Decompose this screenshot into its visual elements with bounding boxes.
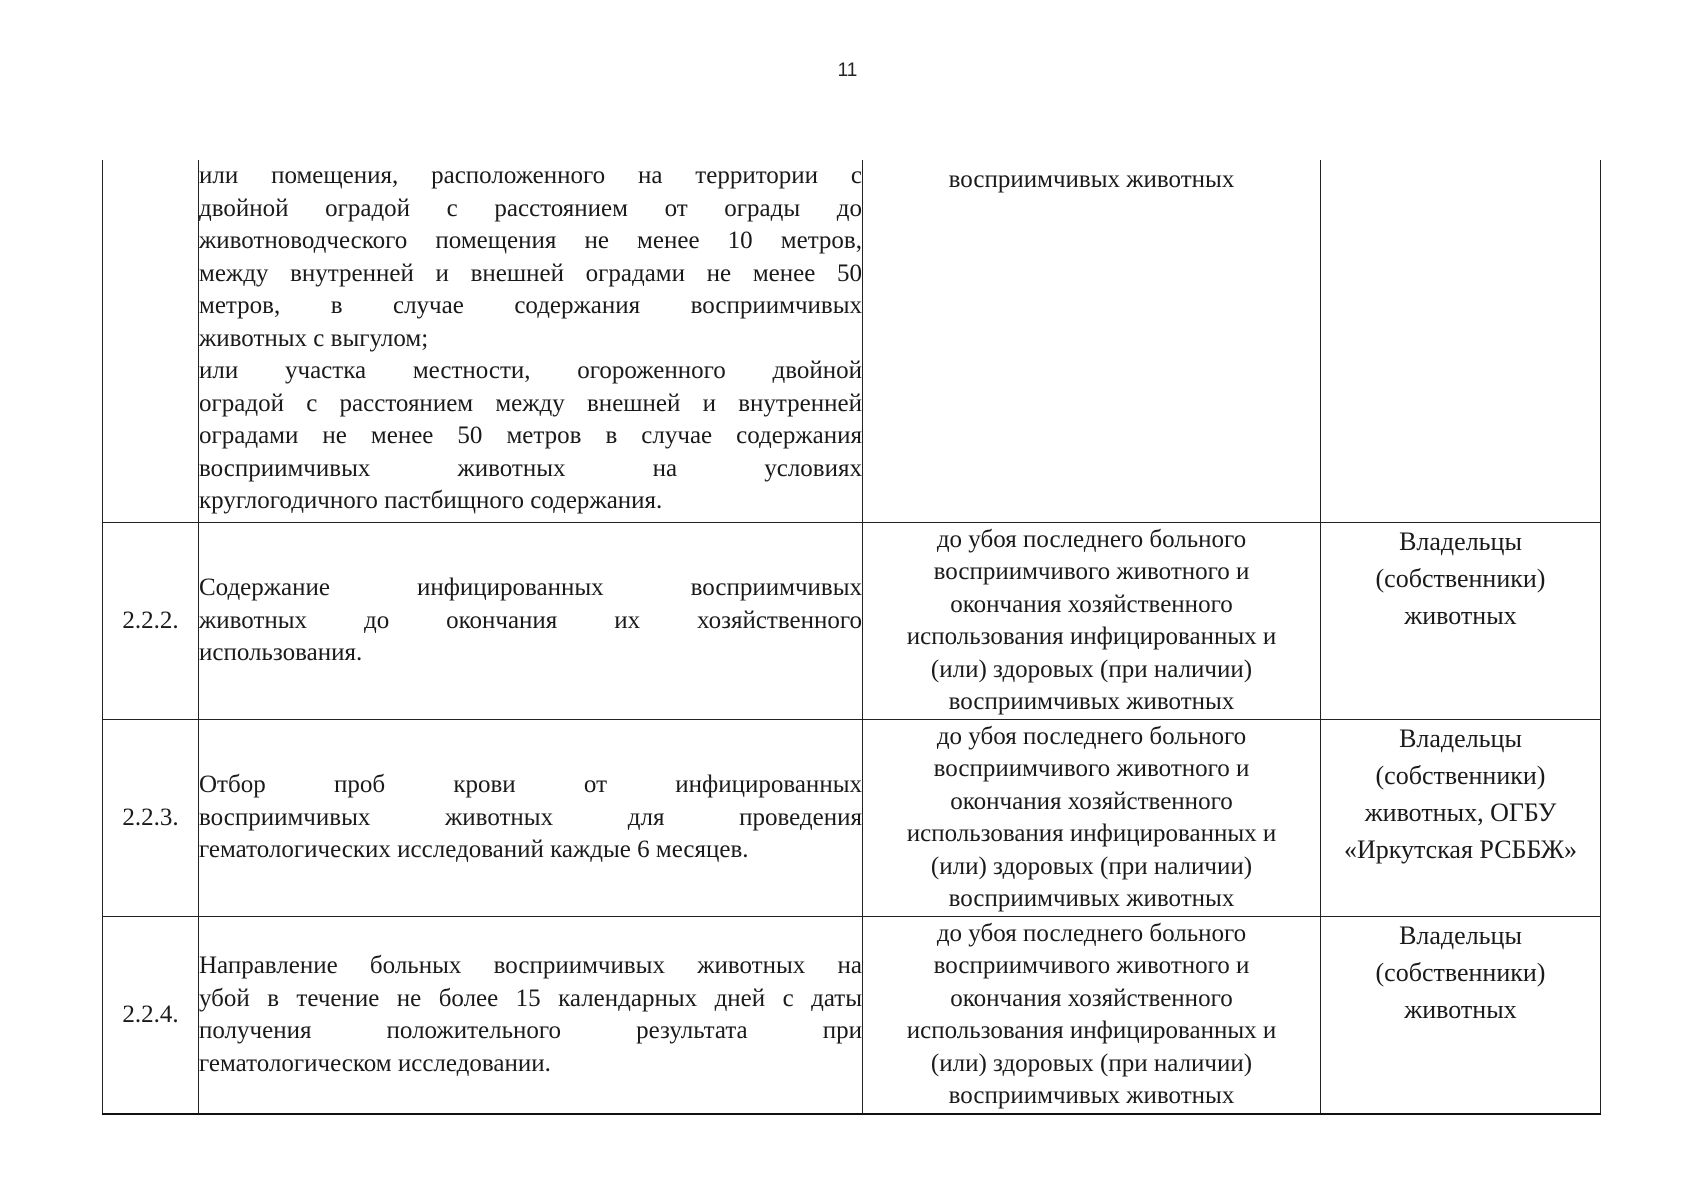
description-line: между внутренней и внешней оградами не менее 50 (199, 259, 862, 287)
term-line: восприимчивого животного и (933, 558, 1250, 585)
description-line: животных с выгулом; (199, 324, 429, 352)
responsible-line: Владельцы (1399, 527, 1522, 556)
term-cell (863, 917, 1321, 1115)
responsible-line: животных (1404, 995, 1517, 1024)
term-line: восприимчивых животных (948, 166, 1235, 193)
description-line: восприимчивых животных на условиях (199, 454, 862, 482)
description-line: оградой с расстоянием между внешней и внутренней (199, 389, 862, 417)
table-row (103, 160, 1601, 523)
term-line: использования инфицированных и (906, 623, 1277, 650)
page-number: 11 (837, 60, 858, 81)
table-row (103, 523, 1601, 720)
responsible-cell (1321, 523, 1601, 720)
term-cell (863, 523, 1321, 720)
term-line: (или) здоровых (при наличии) (930, 852, 1253, 880)
description-line: животноводческого помещения не менее 10 метров, (199, 227, 862, 254)
description-line: получения положительного результата при (199, 1017, 862, 1044)
responsible-cell (1321, 917, 1601, 1115)
term-line: окончания хозяйственного (950, 984, 1233, 1012)
measure-description-cell (199, 720, 863, 917)
responsible-line: (собственники) (1375, 564, 1546, 593)
term-line: восприимчивых животных (948, 885, 1235, 912)
term-line: восприимчивого животного и (933, 755, 1250, 782)
responsible-line: (собственники) (1375, 761, 1546, 790)
responsible-cell (1321, 160, 1601, 523)
description-line: убой в течение не более 15 календарных дней с даты (199, 984, 862, 1012)
item-number-cell: 2.2.3. (103, 720, 199, 917)
term-line: до убоя последнего больного (936, 722, 1247, 750)
description-line: Содержание инфицированных восприимчивых (199, 574, 862, 602)
description-line: или помещения, расположенного на территории с (199, 162, 862, 189)
description-line: Направление больных восприимчивых животных на (199, 952, 862, 979)
measure-description-cell (199, 917, 863, 1115)
description-line: оградами не менее 50 метров в случае содержания (199, 422, 862, 449)
description-line: животных до окончания их хозяйственного (199, 606, 862, 634)
term-cell (863, 160, 1321, 523)
item-number-cell: 2.2.4. (103, 917, 199, 1115)
description-line: метров, в случае содержания восприимчивых (199, 292, 862, 319)
term-line: окончания хозяйственного (950, 787, 1233, 815)
description-line: двойной оградой с расстоянием от ограды до (199, 194, 862, 222)
term-cell (863, 720, 1321, 917)
measure-description-cell (199, 523, 863, 720)
term-line: (или) здоровых (при наличии) (930, 655, 1253, 683)
description-line: Отбор проб крови от инфицированных (199, 771, 862, 799)
description-line: гематологическом исследовании. (199, 1049, 551, 1077)
responsible-line: (собственники) (1375, 958, 1546, 987)
term-line: использования инфицированных и (906, 1017, 1277, 1044)
term-line: восприимчивых животных (948, 688, 1235, 715)
responsible-line: Владельцы (1399, 724, 1522, 753)
responsible-line: «Иркутская РСББЖ» (1343, 835, 1578, 864)
description-line: круглогодичного пастбищного содержания. (199, 487, 663, 514)
table-row (103, 917, 1601, 1115)
table-row (103, 720, 1601, 917)
description-line: использования. (199, 639, 363, 667)
description-line: или участка местности, огороженного двойной (199, 357, 862, 384)
term-line: окончания хозяйственного (950, 590, 1233, 618)
item-number-cell: 2.2.2. (103, 523, 199, 720)
responsible-line: животных, ОГБУ (1364, 798, 1557, 827)
measure-description-cell (199, 160, 863, 523)
term-line: использования инфицированных и (906, 820, 1277, 847)
term-line: восприимчивых животных (948, 1082, 1235, 1109)
term-line: (или) здоровых (при наличии) (930, 1049, 1253, 1077)
responsible-line: Владельцы (1399, 921, 1522, 950)
term-line: до убоя последнего больного (936, 919, 1247, 947)
term-line: до убоя последнего больного (936, 525, 1247, 553)
responsible-line: животных (1404, 601, 1517, 630)
description-line: гематологических исследований каждые 6 месяцев. (199, 836, 749, 864)
description-line: восприимчивых животных для проведения (199, 803, 862, 831)
term-line: восприимчивого животного и (933, 952, 1250, 979)
responsible-cell (1321, 720, 1601, 917)
item-number-cell (103, 160, 199, 523)
measures-table (102, 160, 1601, 1115)
